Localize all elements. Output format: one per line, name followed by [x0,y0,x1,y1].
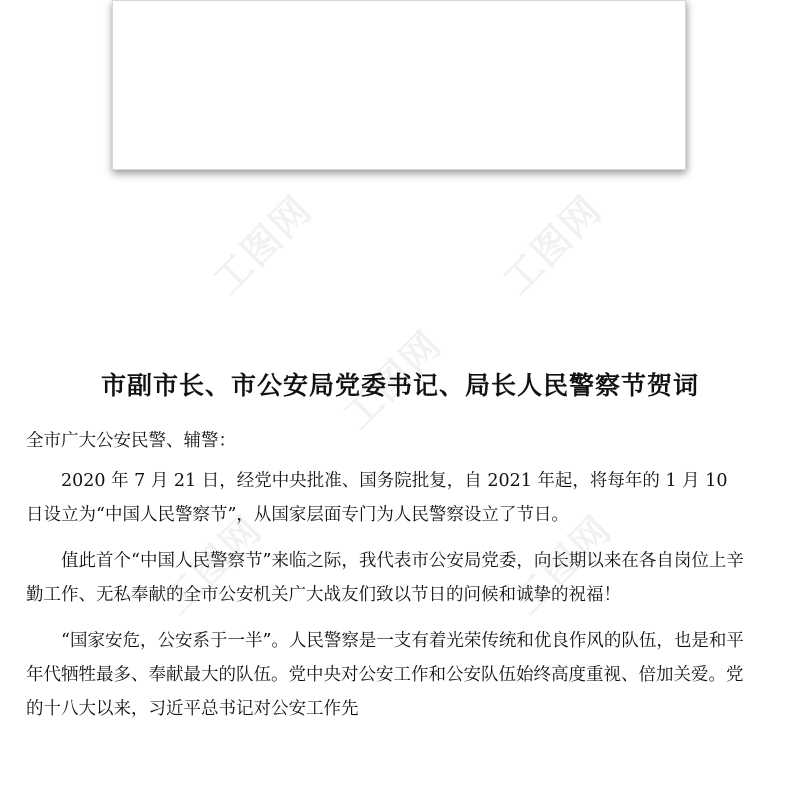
watermark: 工图网 [504,506,621,623]
paragraph: 值此首个“中国人民警察节”来临之际，我代表市公安局党委，向长期以来在各自岗位上辛勤工作、无私奉献的全市公安机关广大战友们致以节日的问候和诚挚的祝福！ [26,551,744,605]
watermark: 工图网 [154,506,271,623]
watermark: 工图网 [494,186,611,303]
document-body [26,424,748,738]
watermark: 工图网 [334,321,451,438]
paragraph: 2020 年 7 月 21 日，经党中央批准、国务院批复，自 2021 年起，将每年的 1 月 10 日设立为“中国人民警察节”，从国家层面专门为人民警察设立了节日。 [26,471,728,525]
document-title: 市副市长、市公安局党委书记、局长人民警察节贺词 [100,371,699,400]
paragraph: “国家安危，公安系于一半”。人民警察是一支有着光荣传统和优良作风的队伍，也是和平年代牺牲最多、奉献最大的队伍。党中央对公安工作和公安队伍始终高度重视、倍加关爱。党的十八大以来，习近平总书记对公安工作先 [26,631,744,719]
watermark: 工图网 [204,186,321,303]
salutation: 全市广大公安民警、辅警： [26,431,236,451]
blank-page-card [112,0,686,170]
